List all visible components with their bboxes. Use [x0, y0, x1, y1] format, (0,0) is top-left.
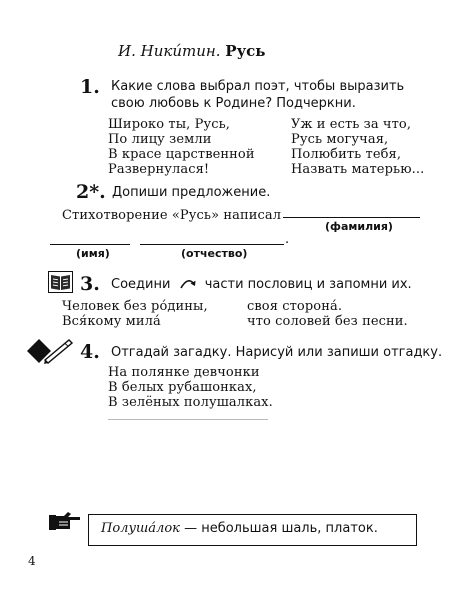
task-3-instruction-a: Соедини — [111, 277, 171, 292]
lesson-title: Русь — [225, 42, 266, 60]
poem-line[interactable]: Полюбить тебя, — [291, 147, 402, 162]
caption-surname: (фамилия) — [325, 220, 393, 233]
task-1-instruction-line1: Какие слова выбрал поэт, чтобы выразить — [111, 79, 405, 94]
task-3-number: 3. — [80, 273, 100, 295]
caption-name: (имя) — [76, 247, 110, 260]
lesson-header — [118, 42, 266, 60]
proverb-right-column — [247, 299, 408, 329]
patronymic-answer-line[interactable] — [140, 244, 284, 245]
task-4-number: 4. — [80, 341, 100, 363]
pointing-hand-icon — [48, 510, 82, 532]
pen-icon — [25, 337, 73, 365]
poem-line[interactable]: По лицу земли — [108, 132, 212, 147]
proverb-part[interactable]: что соловей без песни. — [247, 314, 408, 329]
task-3-instruction-b: части пословиц и запомни их. — [204, 277, 412, 292]
poem-line[interactable]: В красе царственной — [108, 147, 255, 162]
proverb-part[interactable]: своя сторона́. — [247, 299, 343, 314]
riddle-answer-line[interactable] — [108, 419, 268, 420]
caption-patronymic: (отчество) — [181, 247, 248, 260]
task-1-number: 1. — [80, 76, 100, 98]
poem-left-column — [108, 117, 255, 177]
name-answer-line[interactable] — [50, 244, 130, 245]
task-2-instruction: Допиши предложение. — [112, 185, 271, 200]
proverb-left-column — [62, 299, 208, 329]
poem-line[interactable]: Русь могучая, — [291, 132, 389, 147]
book-icon — [48, 271, 73, 293]
page-number: 4 — [28, 554, 36, 568]
poem-line[interactable]: Широко ты, Русь, — [108, 117, 231, 132]
task-2-sentence: Стихотворение «Русь» написал — [62, 208, 282, 223]
poem-line[interactable]: Развернулася! — [108, 162, 210, 177]
poem-line[interactable]: Уж и есть за что, — [291, 117, 412, 132]
connect-arc-icon — [178, 276, 198, 288]
author-name: И. Никúтин. — [118, 42, 221, 60]
poem-line[interactable]: Назвать матерью... — [291, 162, 425, 177]
proverb-part[interactable]: Человек без ро́дины, — [62, 299, 208, 314]
glossary-term: Полуша́лок — [101, 521, 180, 536]
riddle-line: В белых рубашонках, — [108, 380, 257, 395]
sentence-period: . — [285, 232, 290, 247]
proverb-part[interactable]: Вся́кому мила́ — [62, 314, 161, 329]
task-1-instruction-line2: свою любовь к Родине? Подчеркни. — [111, 96, 356, 111]
surname-answer-line[interactable] — [283, 217, 420, 218]
glossary-definition: — небольшая шаль, платок. — [184, 521, 378, 536]
glossary-entry — [101, 521, 378, 536]
poem-right-column — [291, 117, 424, 177]
riddle-text — [108, 365, 273, 410]
task-4-instruction: Отгадай загадку. Нарисуй или запиши отгадку. — [111, 345, 443, 360]
riddle-line: В зелёных полушалках. — [108, 395, 273, 410]
riddle-line: На полянке девчонки — [108, 365, 260, 380]
task-2-number: 2*. — [76, 181, 106, 203]
task-3-instruction — [111, 275, 412, 294]
